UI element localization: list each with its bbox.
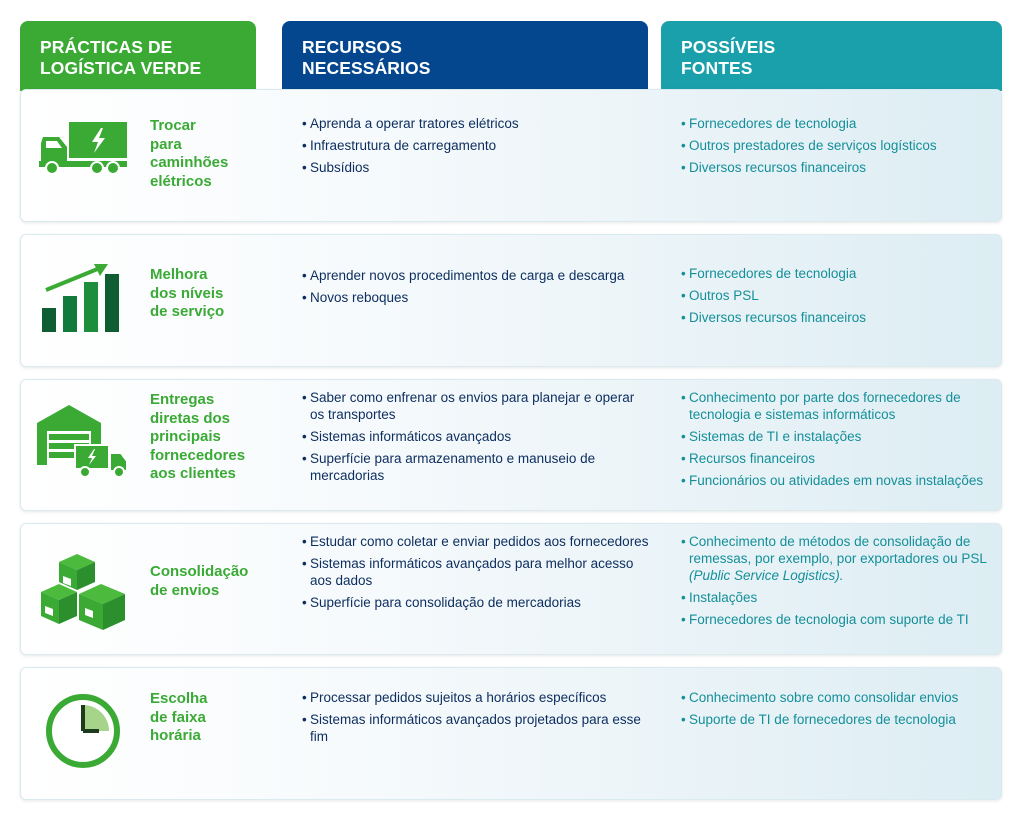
list-item: • Novos reboques (302, 289, 652, 306)
list-item: • Suporte de TI de fornecedores de tecnologia (681, 711, 996, 728)
list-item: • Infraestrutura de carregamento (302, 137, 652, 154)
header-practices-line-1: PRÁCTICAS DE (40, 37, 173, 57)
list-item: • Subsídios (302, 159, 652, 176)
title-line: aos clientes (150, 465, 236, 482)
list-item: • Superfície para armazenamento e manuseio de mercadorias (302, 450, 652, 484)
resources-list (302, 533, 652, 616)
title-line: Melhora (150, 266, 208, 283)
practice-title (150, 391, 278, 484)
list-item: • Estudar como coletar e enviar pedidos aos fornecedores (302, 533, 652, 550)
title-line: Escolha (150, 690, 208, 707)
practice-title (150, 117, 278, 191)
table-row (20, 234, 1002, 367)
title-line: elétricos (150, 172, 212, 190)
title-line: de envios (150, 581, 220, 599)
header-practices-line-2: LOGÍSTICA VERDE (40, 58, 202, 78)
title-line: dos níveis (150, 284, 224, 302)
list-item: • Processar pedidos sujeitos a horários específicos (302, 689, 652, 706)
list-item: • Fornecedores de tecnologia com suporte de TI (681, 611, 996, 628)
title-line: caminhões (150, 154, 229, 171)
list-item: • Sistemas informáticos avançados projetados para esse fim (302, 711, 652, 745)
sources-list (681, 265, 996, 331)
list-item: • Conhecimento sobre como consolidar envios (681, 689, 996, 706)
header-resources-line-2: NECESSÁRIOS (302, 58, 431, 78)
list-item: • Superfície para consolidação de mercadorias (302, 594, 652, 611)
list-item: • Sistemas informáticos avançados (302, 428, 652, 445)
list-item: • Fornecedores de tecnologia (681, 115, 996, 132)
header-practices (20, 21, 256, 91)
list-item: • Sistemas de TI e instalações (681, 428, 996, 445)
title-line: horária (150, 727, 201, 744)
resources-list (302, 389, 652, 489)
title-line: de serviço (150, 303, 225, 320)
list-item: • Outros PSL (681, 287, 996, 304)
resources-list (302, 267, 652, 311)
title-line: fornecedores (150, 446, 246, 464)
title-line: para (150, 135, 182, 153)
list-item: • Aprender novos procedimentos de carga e descarga (302, 267, 652, 284)
title-line: Trocar (150, 117, 196, 134)
header-sources-line-2: FONTES (681, 58, 753, 78)
list-item: • Conhecimento por parte dos fornecedores de tecnologia e sistemas informáticos (681, 389, 996, 423)
resources-list (302, 115, 652, 181)
title-line: Consolidação (150, 563, 249, 580)
resources-list (302, 689, 652, 750)
sources-list (681, 115, 996, 181)
title-line: de faixa (150, 708, 206, 726)
header-resources (282, 21, 648, 91)
electric-truck-icon (31, 118, 135, 176)
list-item: • Instalações (681, 589, 996, 606)
table-row (20, 523, 1002, 655)
list-item: • Diversos recursos financeiros (681, 159, 996, 176)
list-item: • Saber como enfrenar os envios para planejar e operar os transportes (302, 389, 652, 423)
practice-title (150, 690, 278, 746)
table-row (20, 379, 1002, 511)
header-resources-line-1: RECURSOS (302, 37, 402, 57)
warehouse-truck-icon (31, 400, 135, 480)
boxes-icon (31, 550, 135, 634)
list-item: • Recursos financeiros (681, 450, 996, 467)
title-line: diretas dos (150, 409, 231, 427)
clock-icon (31, 690, 135, 772)
list-item: • Aprenda a operar tratores elétricos (302, 115, 652, 132)
title-line: principais (150, 428, 221, 445)
list-item (681, 533, 996, 584)
list-item-text: Conhecimento de métodos de consolidação de remessas, por exemplo, por exportadores ou PSL (689, 534, 987, 566)
list-item: • Fornecedores de tecnologia (681, 265, 996, 282)
sources-list (681, 533, 996, 633)
sources-list (681, 689, 996, 733)
table-row (20, 667, 1002, 800)
list-item: • Outros prestadores de serviços logísticos (681, 137, 996, 154)
practice-title (150, 266, 278, 322)
sources-list (681, 389, 996, 494)
list-item: • Funcionários ou atividades em novas instalações (681, 472, 996, 489)
title-line: Entregas (150, 391, 215, 408)
list-item: • Diversos recursos financeiros (681, 309, 996, 326)
list-item-italic-note: (Public Service Logistics). (689, 568, 844, 583)
header-sources-line-1: POSSÍVEIS (681, 37, 776, 57)
growth-chart-icon (31, 261, 135, 333)
header-sources (661, 21, 1002, 91)
list-item: • Sistemas informáticos avançados para melhor acesso aos dados (302, 555, 652, 589)
practice-title (150, 563, 278, 600)
table-row (20, 89, 1002, 222)
